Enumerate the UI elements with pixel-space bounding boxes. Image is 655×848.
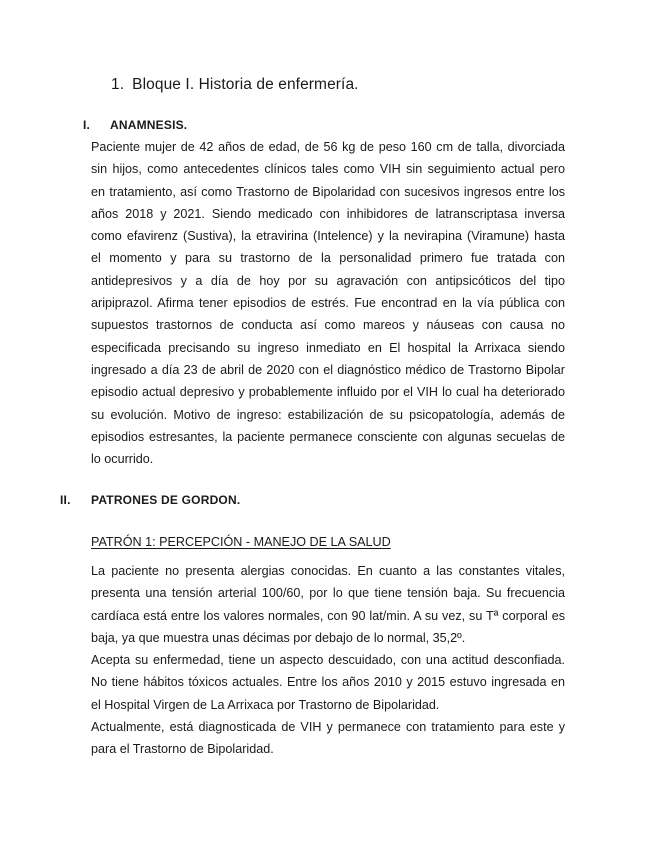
paragraph-line: el momento y para su trastorno de la personalidad primero fue tratada con [91, 251, 565, 266]
paragraph-line: ingresado a día 23 de abril de 2020 con el diagnóstico médico de Trastorno Bipolar [91, 362, 565, 377]
pattern-1-paragraph-c [91, 716, 565, 761]
paragraph-line: aripiprazol. Afirma tener episodios de estrés. Fue encontrad en la vía pública con [91, 296, 565, 311]
block-title-number: 1. [111, 76, 125, 93]
paragraph-line: supuestos trastornos de conducta así como mareos y náuseas con causa no [91, 318, 565, 333]
paragraph-line: presenta una tensión arterial 100/60, por lo que tiene tensión baja. Su frecuencia [91, 586, 565, 601]
anamnesis-paragraph [91, 136, 565, 470]
paragraph-line: episodio actual depresivo y probablemente influido por el VIH lo cual ha deteriorado [91, 385, 565, 400]
block-title [111, 76, 359, 94]
paragraph-line: años 2018 y 2021. Siendo medicado con inhibidores de latranscriptasa inversa [91, 206, 565, 221]
pattern-1-heading: PATRÓN 1: PERCEPCIÓN - MANEJO DE LA SALUD [91, 535, 391, 549]
paragraph-line: No tiene hábitos tóxicos actuales. Entre los años 2010 y 2015 estuvo ingresada en [91, 675, 565, 690]
paragraph-line: en tratamiento, así como Trastorno de Bipolaridad con sucesivos ingresos entre los [91, 184, 565, 199]
paragraph-line: baja, ya que muestra unas décimas por debajo de lo normal, 35,2º. [91, 630, 466, 645]
section-title: ANAMNESIS. [110, 118, 188, 132]
paragraph-line: Actualmente, está diagnosticada de VIH y permanece con tratamiento para este y [91, 720, 565, 734]
paragraph-line: especificada precisando su ingreso inmediato en El hospital la Arrixaca siendo [91, 340, 565, 355]
section-title: PATRONES DE GORDON. [91, 493, 241, 507]
paragraph-line: antidepresivos y a día de hoy por su agravación con antipsicóticos del tipo [91, 273, 565, 288]
block-title-text: Bloque I. Historia de enfermería. [132, 76, 359, 93]
paragraph-line: Paciente mujer de 42 años de edad, de 56 kg de peso 160 cm de talla, divorciada [91, 140, 565, 154]
paragraph-line: su evolución. Motivo de ingreso: estabilización de su psicopatología, además de [91, 407, 565, 422]
section-roman-numeral: II. [60, 493, 71, 507]
paragraph-line: sin hijos, como antecedentes clínicos tales como VIH sin seguimiento actual pero [91, 162, 565, 177]
paragraph-line: el Hospital Virgen de La Arrixaca por Trastorno de Bipolaridad. [91, 697, 440, 712]
paragraph-line: lo ocurrido. [91, 452, 154, 467]
paragraph-line: episodios estresantes, la paciente permanece consciente con algunas secuelas de [91, 429, 565, 444]
pattern-1-paragraph-a [91, 560, 565, 649]
paragraph-line: como efavirenz (Sustiva), la etravirina (Intelence) y la nevirapina (Viramune) hasta [91, 229, 565, 244]
paragraph-line: La paciente no presenta alergias conocidas. En cuanto a las constantes vitales, [91, 564, 565, 578]
paragraph-line: para el Trastorno de Bipolaridad. [91, 742, 274, 757]
section-roman-numeral: I. [83, 118, 91, 132]
pattern-1-paragraph-b [91, 649, 565, 716]
paragraph-line: cardíaca está entre los valores normales, con 90 lat/min. A su vez, su Tª corporal es [91, 608, 565, 623]
paragraph-line: Acepta su enfermedad, tiene un aspecto descuidado, con una actitud desconfiada. [91, 653, 565, 667]
